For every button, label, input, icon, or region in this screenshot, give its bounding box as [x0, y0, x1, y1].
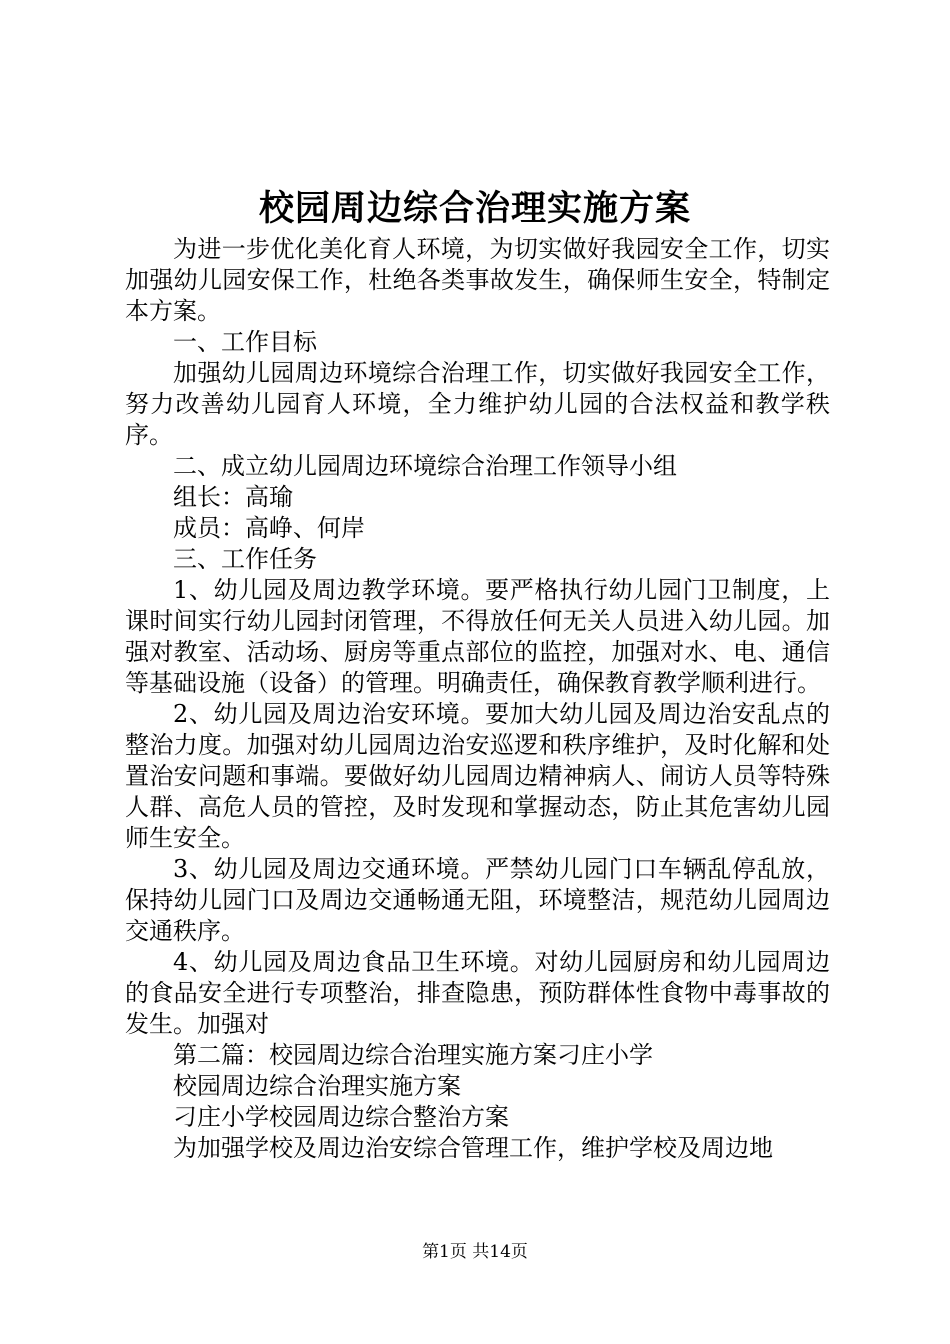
- paragraph-group-members: 成员：高峥、何岸: [173, 514, 365, 542]
- document-title: 校园周边综合治理实施方案: [258, 188, 691, 229]
- paragraph-task-teaching: 1、幼儿园及周边教学环境。要严格执行幼儿园门卫制度，上课时间实行幼儿园封闭管理，不得放任何无关人员进入幼儿园。加强对教室、活动场、厨房等重点部位的监控，加强对水、电、通信等基础设施（设备）的管理。明确责任，确保教育教学顺利进行。: [125, 576, 830, 697]
- heading-work-goal: 一、工作目标: [173, 328, 317, 356]
- paragraph-work-goal: 加强幼儿园周边环境综合治理工作，切实做好我园安全工作，努力改善幼儿园育人环境，全力维护幼儿园的合法权益和教学秩序。: [125, 359, 830, 449]
- paragraph-school-intro: 为加强学校及周边治安综合管理工作，维护学校及周边地: [173, 1134, 773, 1162]
- paragraph-group-leader: 组长：高瑜: [173, 483, 293, 511]
- heading-work-tasks: 三、工作任务: [173, 545, 317, 573]
- paragraph-task-traffic: 3、幼儿园及周边交通环境。严禁幼儿园门口车辆乱停乱放，保持幼儿园门口及周边交通畅通无阻，环境整洁，规范幼儿园周边交通秩序。: [125, 855, 830, 945]
- paragraph-school-plan: 刁庄小学校园周边综合整治方案: [173, 1103, 509, 1131]
- paragraph-task-food: 4、幼儿园及周边食品卫生环境。对幼儿园厨房和幼儿园周边的食品安全进行专项整治，排查隐患，预防群体性食物中毒事故的发生。加强对: [125, 948, 830, 1038]
- paragraph-subtitle: 校园周边综合治理实施方案: [173, 1072, 461, 1100]
- heading-second-part: 第二篇：校园周边综合治理实施方案刁庄小学: [173, 1041, 653, 1069]
- document-body: [125, 234, 830, 1164]
- paragraph-task-security: 2、幼儿园及周边治安环境。要加大幼儿园及周边治安乱点的整治力度。加强对幼儿园周边治安巡逻和秩序维护，及时化解和处置治安问题和事端。要做好幼儿园周边精神病人、闹访人员等特殊人群、高危人员的管控，及时发现和掌握动态，防止其危害幼儿园师生安全。: [125, 700, 830, 852]
- paragraph-intro: 为进一步优化美化育人环境，为切实做好我园安全工作，切实加强幼儿园安保工作，杜绝各类事故发生，确保师生安全，特制定本方案。: [125, 235, 830, 325]
- heading-leadership-group: 二、成立幼儿园周边环境综合治理工作领导小组: [173, 452, 677, 480]
- page-footer: 第1页 共14页: [422, 1242, 528, 1262]
